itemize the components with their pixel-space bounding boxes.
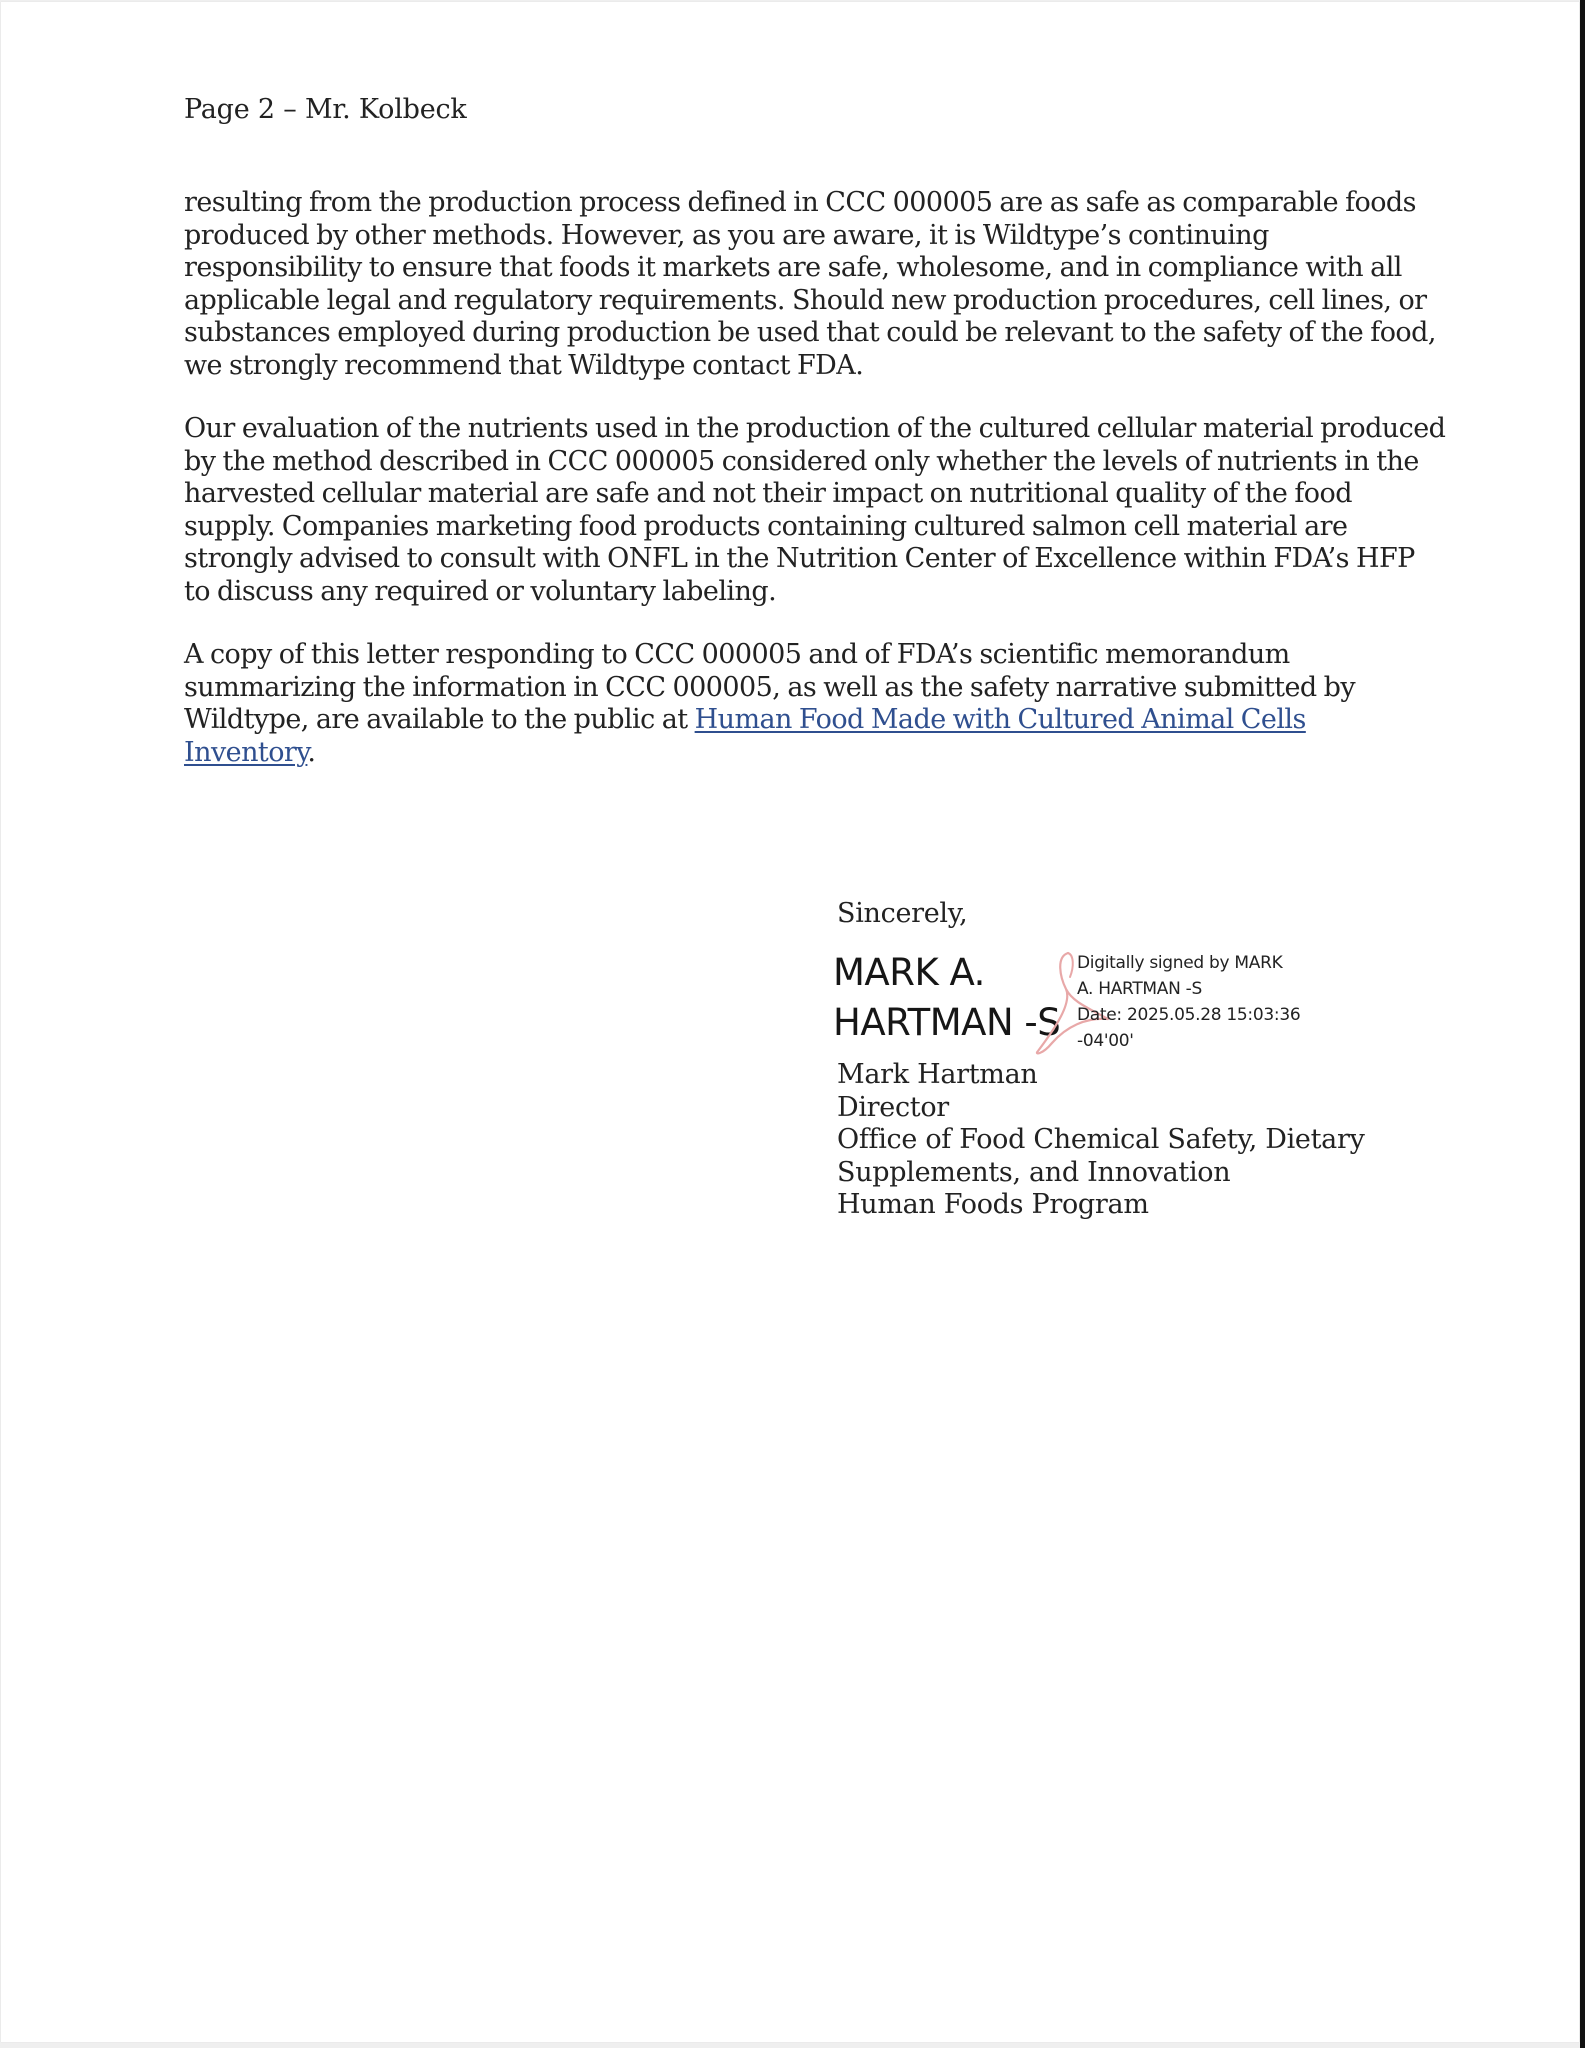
signature-name-line: HARTMAN -S <box>833 1001 1061 1044</box>
document-page <box>1 2 1579 2042</box>
closing-salutation: Sincerely, <box>837 898 968 929</box>
text-line: to discuss any required or voluntary labeling. <box>184 575 777 607</box>
text-line: supply. Companies marketing food products containing cultured salmon cell material are <box>184 510 1348 542</box>
text-line: summarizing the information in CCC 000005, as well as the safety narrative submitted by <box>184 671 1356 703</box>
signer-title: Director <box>837 1091 949 1123</box>
text-line: A copy of this letter responding to CCC 000005 and of FDA’s scientific memorandum <box>184 639 1290 670</box>
text-fragment: Wildtype, are available to the public at <box>184 704 695 735</box>
text-line <box>184 704 1404 737</box>
text-line: Our evaluation of the nutrients used in the production of the cultured cellular material produced <box>184 413 1446 444</box>
text-line: strongly advised to consult with ONFL in the Nutrition Center of Excellence within FDA’s HFP <box>184 543 1415 574</box>
signature-detail-line: A. HARTMAN -S <box>1077 979 1202 999</box>
inventory-link-continued[interactable]: Inventory <box>184 736 308 768</box>
signature-date-line: Date: 2025.05.28 15:03:36 <box>1077 1005 1301 1025</box>
text-line <box>184 737 1404 770</box>
signer-office-continued: Supplements, and Innovation <box>837 1156 1231 1188</box>
signature-name-line: MARK A. <box>833 951 985 994</box>
signer-program: Human Foods Program <box>837 1189 1149 1220</box>
text-fragment: . <box>307 736 316 768</box>
signer-name: Mark Hartman <box>837 1059 1038 1090</box>
inventory-link[interactable]: Human Food Made with Cultured Animal Cells <box>694 704 1306 735</box>
text-line: resulting from the production process defined in CCC 000005 are as safe as comparable foods <box>184 187 1416 218</box>
text-line: responsibility to ensure that foods it markets are safe, wholesome, and in compliance with all <box>184 252 1402 283</box>
text-line: harvested cellular material are safe and not their impact on nutritional quality of the food <box>184 478 1352 509</box>
signature-detail-line: Digitally signed by MARK <box>1077 953 1283 973</box>
text-line: we strongly recommend that Wildtype contact FDA. <box>184 349 864 381</box>
text-line: applicable legal and regulatory requirements. Should new production procedures, cell lines, or <box>184 284 1427 316</box>
page-header: Page 2 – Mr. Kolbeck <box>184 94 467 125</box>
signature-timezone-line: -04'00' <box>1077 1031 1134 1051</box>
paragraph-nutrient-evaluation <box>184 413 1446 608</box>
window-edge <box>1580 0 1585 2048</box>
text-line: substances employed during production be used that could be relevant to the safety of the food, <box>184 317 1436 348</box>
digital-signature-details <box>1077 950 1300 1054</box>
paragraph-public-availability <box>184 639 1404 769</box>
text-line: by the method described in CCC 000005 considered only whether the levels of nutrients in the <box>184 445 1419 477</box>
signer-office: Office of Food Chemical Safety, Dietary <box>837 1124 1365 1155</box>
text-line: produced by other methods. However, as you are aware, it is Wildtype’s continuing <box>184 219 1269 251</box>
signer-block <box>837 1059 1365 1222</box>
paragraph-safety-responsibility <box>184 187 1436 382</box>
